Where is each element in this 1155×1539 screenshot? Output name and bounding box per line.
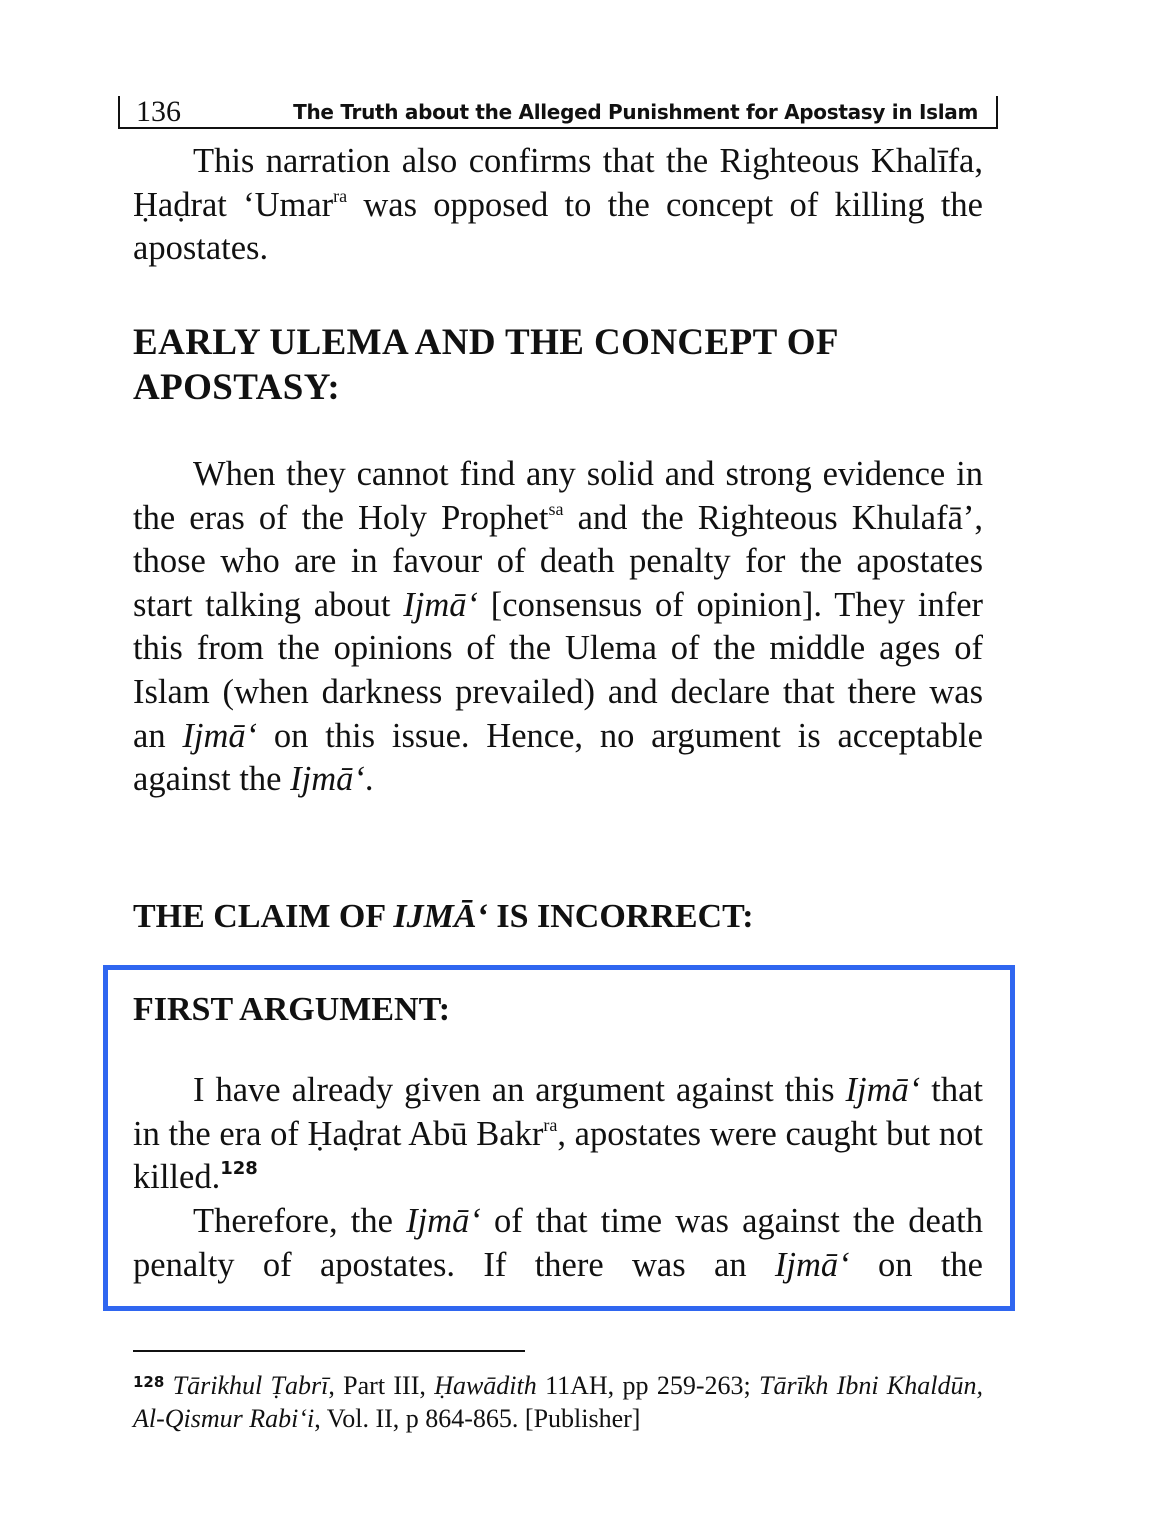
- text-span: , apostates were caught but not killed.: [133, 1114, 983, 1197]
- footnote-reference[interactable]: 128: [220, 1158, 258, 1180]
- heading-claim-incorrect: [133, 897, 754, 937]
- text-span: This narration also confirms that the Righteous Khalīfa, Ḥaḍrat ‘Umar: [133, 142, 983, 224]
- text-span: that in the era of Ḥaḍrat Abū Bakr: [133, 1071, 983, 1153]
- running-title: The Truth about the Alleged Punishment for Apostasy in Islam: [293, 100, 978, 124]
- text-span: IS INCORRECT:: [487, 898, 754, 935]
- text-span: of that time was against the death penalty of apostates. If there was an: [133, 1202, 983, 1284]
- heading-line: EARLY ULEMA AND THE CONCEPT OF: [133, 322, 839, 363]
- italic-term: IJMĀ‘: [393, 898, 488, 935]
- italic-term: Ijmā‘: [845, 1071, 921, 1109]
- footnote-divider: [133, 1350, 525, 1352]
- italic-term: Ḥawādith: [434, 1371, 537, 1400]
- italic-term: Ijmā‘: [403, 585, 478, 624]
- text-span: 11AH, pp 259-263;: [536, 1371, 760, 1400]
- text-span: on this issue. Hence, no argument is acceptable against the: [133, 716, 983, 799]
- italic-term: Ijmā‘: [406, 1202, 481, 1240]
- honorific-superscript: ra: [333, 185, 348, 206]
- italic-term: Tārikhul Ṭabrī: [172, 1371, 329, 1400]
- italic-term: Ijmā‘: [774, 1245, 850, 1284]
- text-span: on the: [849, 1245, 983, 1284]
- italic-term: Ijmā‘: [182, 716, 258, 755]
- honorific-superscript: sa: [548, 498, 564, 519]
- text-span: I have already given an argument against this: [193, 1071, 846, 1109]
- heading-early-ulema: [133, 320, 983, 410]
- heading-line: APOSTASY:: [133, 367, 341, 408]
- page-number: 136: [136, 95, 181, 128]
- text-span: [consensus of opinion]. They infer this from the opinions of the Ulema of the middle ages of Islam (when darkness prevailed) and declare that there was an: [133, 585, 983, 755]
- footnote-128: [133, 1366, 983, 1435]
- text-span: , Vol. II, p 864-865. [Publisher]: [314, 1404, 641, 1433]
- paragraph-first-argument: [133, 1069, 983, 1200]
- running-header: [118, 96, 998, 129]
- text-span: THE CLAIM OF: [133, 898, 394, 935]
- honorific-superscript: ra: [543, 1114, 558, 1135]
- text-span: When they cannot find any solid and strong evidence in the eras of the Holy Prophet: [133, 455, 983, 537]
- text-span: and the Righteous Khulafā’, those who are in favour of death penalty for the apostates start talking about: [133, 498, 983, 624]
- footnote-number: 128: [133, 1373, 165, 1391]
- heading-first-argument: FIRST ARGUMENT:: [133, 991, 451, 1028]
- paragraph-umar-narration: [133, 140, 983, 271]
- text-span: was opposed to the concept of killing the apostates.: [133, 185, 983, 268]
- text-span: , Part III,: [328, 1371, 435, 1400]
- text-span: Therefore, the: [193, 1202, 407, 1240]
- text-span: .: [364, 760, 374, 799]
- italic-term: Tārīkh Ibni Khaldūn, Al-Qismur Rabi‘i: [133, 1371, 983, 1433]
- paragraph-ijma-claim: [133, 453, 983, 802]
- paragraph-therefore: [133, 1200, 983, 1287]
- italic-term: Ijmā‘: [290, 760, 365, 799]
